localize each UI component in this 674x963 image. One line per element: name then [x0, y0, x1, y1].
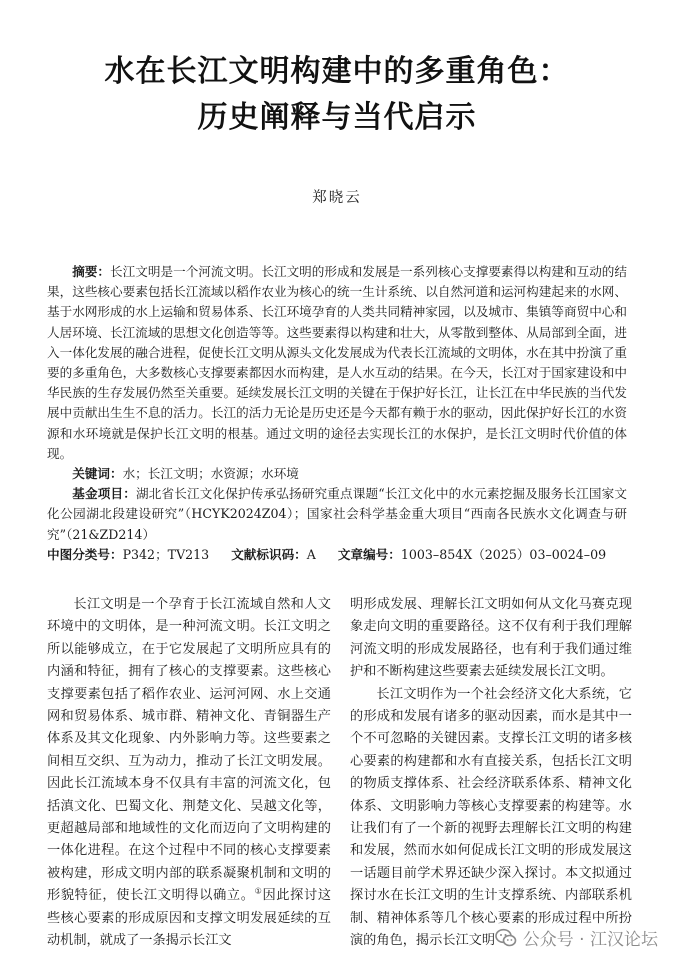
funding-paragraph [47, 484, 627, 545]
body-column-left [47, 593, 331, 952]
doc-code-label: 文献标识码： [231, 546, 307, 562]
abstract-block [47, 262, 627, 565]
clc-label: 中图分类号： [47, 546, 123, 562]
abstract-label: 摘要： [72, 264, 111, 279]
abstract-text: 长江文明是一个河流文明。长江文明的形成和发展是一系列核心支撑要素得以构建和互动的结果，这些核心要素包括长江流域以稻作农业为核心的统一生计系统、以自然河道和运河构建起来的水网、基于水网形成的水上运输和贸易体系、长江环境孕育的人类共同精神家园，以及城市、集镇等商贸中心和人居环境、长江流域的思想文化创造等等。这些要素得以构建和壮大，从零散到整体、从局部到全面，进入一体化发展的融合进程，促使长江文明从源头文化发展成为代表长江流域的文明体，水在其中扮演了重要的多重角色，大多数核心支撑要素都因水而构建，是人水互动的结果。在今天，长江对于国家建设和中华民族的生存发展仍然至关重要。延续发展长江文明的关键在于保护好长江，让长江在中华民族的当代发展中贡献出生生不息的活力。长江的活力无论是历史还是今天都有赖于水的驱动，因此保护好长江的水资源和水环境就是保护长江文明的根基。通过文明的途径去实现长江的水保护，是长江文明时代价值的体现。 [47, 264, 628, 461]
author-name: 郑晓云 [312, 190, 362, 206]
keywords-label: 关键词： [72, 466, 123, 482]
abstract-paragraph [47, 262, 627, 464]
footnote-ref[interactable]: ① [254, 886, 263, 896]
funding-label: 基金项目： [72, 486, 136, 502]
article-number-segment [338, 545, 606, 565]
funding-text: 湖北省长江文化保护传承弘扬研究重点课题“长江文化中的水元素挖掘及服务长江国家文化公园湖北段建设研究”（HCYK2024Z04）；国家社会科学基金重大项目“西南各民族水文化调查与研究”（21&ZD214） [47, 486, 627, 542]
watermark [495, 925, 658, 950]
clc-value: P342；TV213 [122, 546, 210, 562]
body-paragraph: 长江文明作为一个社会经济文化大系统，它的形成和发展有诸多的驱动因素，而水是其中一个不可忽略的关键因素。支撑长江文明的诸多核心要素的构建都和水有直接关系，包括长江文明的物质支撑体系、社会经济联系体系、精神文化体系、文明影响力等核心支撑要素的构建等。水让我们有了一个新的视野去理解长江文明的构建和发展，然而水如何促成长江文明的形成发展这一话题目前学术界还缺少深入探讨。本文拟通过探讨水在长江文明的生计支撑系统、内部联系机制、精神体系等几个核心要素的形成过程中所扮演的角色，揭示长江文明 [350, 685, 632, 948]
body-text: 因此探讨这些核心要素的形成原因和支撑文明发展延续的互动机制，就成了一条揭示长江文 [47, 887, 332, 948]
article-number-label: 文章编号： [337, 546, 401, 562]
body-text: 长江文明是一个孕育于长江流域自然和人文环境中的文明体，是一种河流文明。长江文明之所以能够成立，在于它发展起了文明所应具有的内涵和特征，拥有了核心的支撑要素。这些核心支撑要素包括了稻作农业、运河河网、水上交通网和贸易体系、城市群、精神文化、青铜器生产体系及其文化现象、内外影响力等。这些要素之间相互交织、互为动力，推动了长江文明发展。因此长江流域本身不仅具有丰富的河流文化，包括滇文化、巴蜀文化、荆楚文化、吴越文化等，更超越局部和地域性的文化而迈向了文明构建的一体化进程。在这个过程中不同的核心支撑要素被构建，形成文明内部的联系凝聚机制和文明的形貌特征，使长江文明得以确立。 [47, 596, 331, 903]
body-paragraph [47, 593, 331, 952]
page-title-line2: 历史阐释与当代启示 [197, 100, 477, 135]
clc-segment [47, 545, 209, 565]
body-column-right [350, 593, 632, 952]
article-number-value: 1003–854X（2025）03–0024–09 [400, 546, 607, 562]
watermark-text: 公众号 · 江汉论坛 [522, 930, 658, 950]
classification-line [47, 545, 627, 565]
doc-code-value: A [306, 546, 316, 562]
wechat-icon [495, 928, 517, 948]
keywords-paragraph [47, 464, 627, 484]
doc-code-segment [231, 545, 316, 565]
body-paragraph: 明形成发展、理解长江文明如何从文化马赛克现象走向文明的重要路径。这不仅有利于我们理解河流文明的形成发展路径，也有利于我们通过维护和不断构建这些要素去延续发展长江文明。 [350, 596, 632, 679]
page-title-line1: 水在长江文明构建中的多重角色： [104, 54, 570, 89]
keywords-text: 水；长江文明；水资源；水环境 [122, 466, 299, 482]
